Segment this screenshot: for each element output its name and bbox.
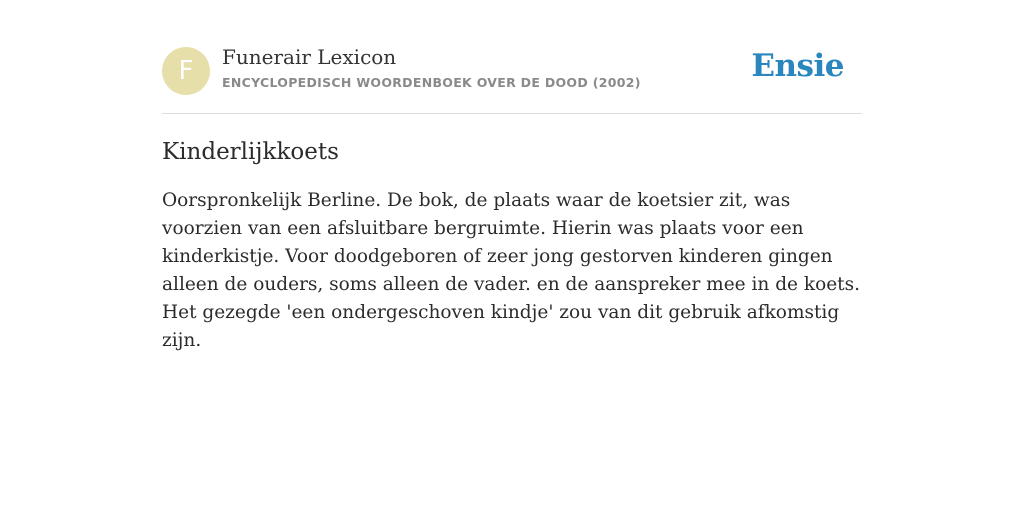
brand-logo-link[interactable]: Ensie xyxy=(751,48,844,84)
page-container xyxy=(162,0,862,355)
source-title-link[interactable]: Funerair Lexicon xyxy=(222,45,397,69)
source-header xyxy=(162,0,862,114)
entry-definition: Oorspronkelijk Berline. De bok, de plaats waar de koetsier zit, was voorzien van een afsluitbare bergruimte. Hierin was plaats voor een kinderkistje. Voor doodgeboren of zeer jong gestorven kinderen gingen alleen de ouders, soms alleen de vader. en de aanspreker mee in de koets. Het gezegde 'een ondergeschoven kindje' zou van dit gebruik afkomstig zijn. xyxy=(162,190,860,351)
entry-term: Kinderlijkkoets xyxy=(162,139,339,165)
source-avatar: F xyxy=(162,47,210,95)
source-subtitle: ENCYCLOPEDISCH WOORDENBOEK OVER DE DOOD (2002) xyxy=(222,75,641,90)
